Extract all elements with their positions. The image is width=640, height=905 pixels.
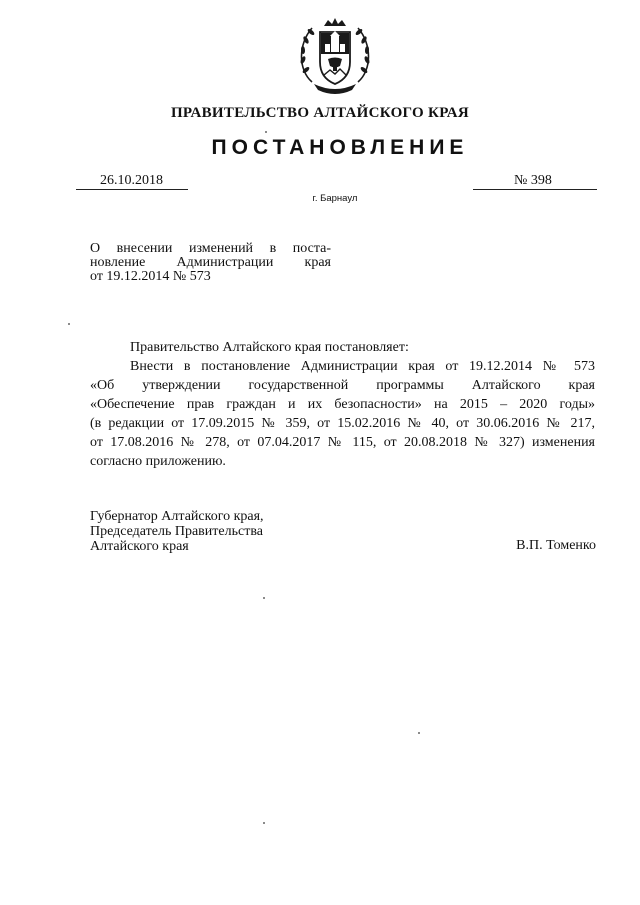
subject-line: от 19.12.2014 № 573 (90, 269, 211, 284)
body-line: Правительство Алтайского края постановляет: (130, 340, 409, 355)
decree-number: № 398 (514, 173, 552, 188)
scan-speck (418, 732, 420, 734)
scan-speck (265, 131, 267, 133)
body-line: «Об утверждении государственной программы Алтайского края (90, 378, 595, 393)
decree-body (90, 338, 595, 471)
subject-line: новление Администрации края (90, 255, 331, 270)
body-line: согласно приложению. (90, 454, 226, 469)
scan-speck (68, 323, 70, 325)
body-line: Внести в постановление Администрации края от 19.12.2014 № 573 (130, 359, 595, 374)
government-name: ПРАВИТЕЛЬСТВО АЛТАЙСКОГО КРАЯ (170, 105, 470, 121)
subject-line: О внесении изменений в поста- (90, 241, 331, 256)
signer-name: В.П. Томенко (516, 538, 596, 553)
coat-of-arms-icon (290, 12, 380, 100)
decree-date: 26.10.2018 (100, 173, 163, 188)
signer-position (90, 509, 264, 554)
signer-position-line: Алтайского края (90, 539, 189, 554)
body-line: от 17.08.2016 № 278, от 07.04.2017 № 115, от 20.08.2018 № 327) изменения (90, 435, 595, 450)
scan-speck (263, 597, 265, 599)
signer-position-line: Губернатор Алтайского края, (90, 509, 264, 524)
body-line: «Обеспечение прав граждан и их безопасности» на 2015 – 2020 годы» (90, 397, 595, 412)
scan-speck (263, 822, 265, 824)
signer-position-line: Председатель Правительства (90, 524, 263, 539)
city-name: г. Барнаул (312, 193, 358, 204)
document-type-title: ПОСТАНОВЛЕНИЕ (211, 136, 469, 159)
decree-subject (90, 242, 331, 284)
body-line: (в редакции от 17.09.2015 № 359, от 15.02.2016 № 40, от 30.06.2016 № 217, (90, 416, 595, 431)
